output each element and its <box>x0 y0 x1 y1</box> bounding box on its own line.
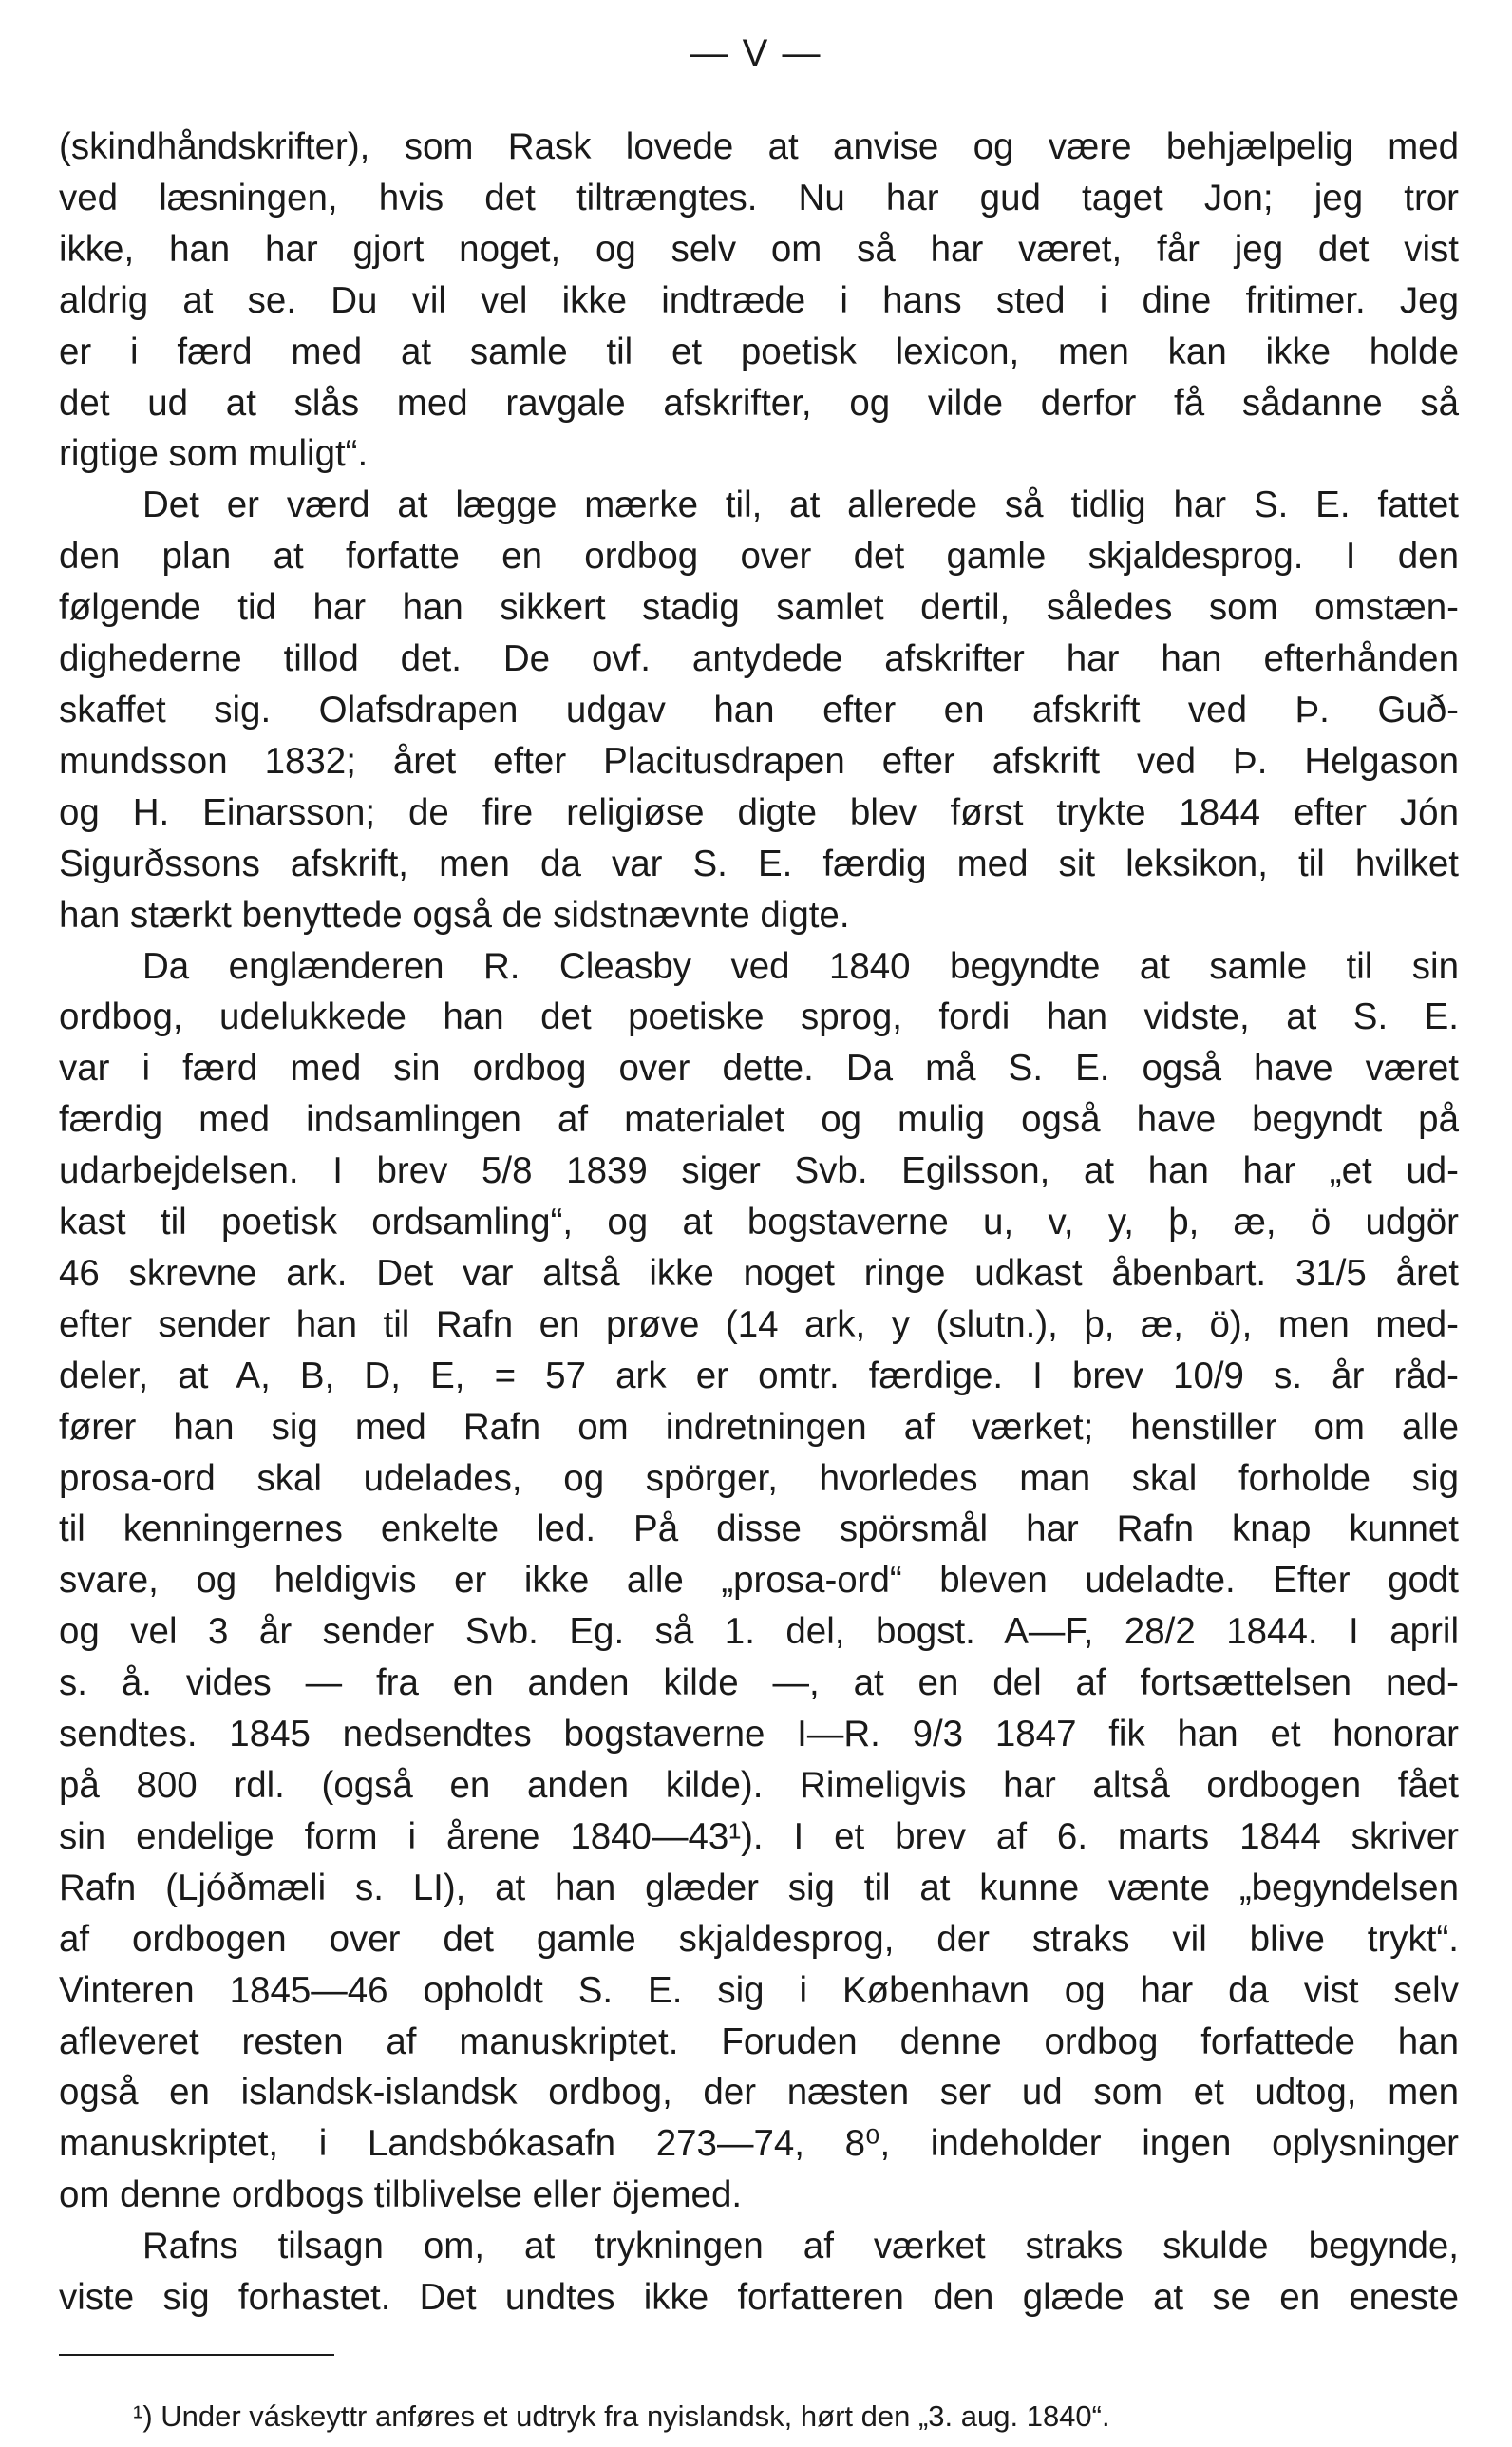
text-line: udarbejdelsen. I brev 5/8 1839 siger Svb. Egilsson, at han har „et ud- <box>59 1150 1459 1192</box>
text-line: og H. Einarsson; de fire religiøse digte blev først trykte 1844 efter Jón <box>59 791 1459 833</box>
text-line: Da englænderen R. Cleasby ved 1840 begyndte at samle til sin <box>142 945 1459 987</box>
text-line: også en islandsk-islandsk ordbog, der næsten ser ud som et udtog, men <box>59 2072 1459 2114</box>
text-line: Det er værd at lægge mærke til, at allerede så tidlig har S. E. fattet <box>142 484 1459 526</box>
text-line: han stærkt benyttede også de sidstnævnte digte. <box>59 894 850 936</box>
body-text <box>59 122 1459 2324</box>
text-line: er i færd med at samle til et poetisk lexicon, men kan ikke holde <box>59 331 1459 372</box>
text-line: deler, at A, B, D, E, = 57 ark er omtr. færdige. I brev 10/9 s. år råd- <box>59 1355 1459 1396</box>
text-line: om denne ordbogs tilblivelse eller öjemed. <box>59 2174 743 2216</box>
text-line: s. å. vides — fra en anden kilde —, at en del af fortsættelsen ned- <box>59 1662 1459 1704</box>
text-line: den plan at forfatte en ordbog over det gamle skjaldesprog. I den <box>59 536 1459 578</box>
text-line: svare, og heldigvis er ikke alle „prosa-ord“ bleven udeladte. Efter godt <box>59 1560 1459 1602</box>
text-line: 46 skrevne ark. Det var altså ikke noget ringe udkast åbenbart. 31/5 året <box>59 1252 1459 1294</box>
footnote: ¹) Under váskeyttr anføres et udtryk fra nyislandsk, hørt den „3. aug. 1840“. <box>133 2400 1110 2433</box>
text-line: på 800 rdl. (også en anden kilde). Rimeligvis har altså ordbogen fået <box>59 1765 1459 1806</box>
text-line: af ordbogen over det gamle skjaldesprog, der straks vil blive trykt“. <box>59 1918 1459 1960</box>
text-line: Rafn (Ljóðmæli s. LI), at han glæder sig til at kunne vænte „begyndelsen <box>59 1867 1459 1908</box>
text-line: viste sig forhastet. Det undtes ikke forfatteren den glæde at se en eneste <box>59 2277 1459 2319</box>
text-line: sin endelige form i årene 1840—43¹). I et brev af 6. marts 1844 skriver <box>59 1815 1459 1857</box>
text-line: Rafns tilsagn om, at trykningen af værket straks skulde begynde, <box>142 2226 1459 2267</box>
page-number: — V — <box>690 32 822 74</box>
text-line: til kenningernes enkelte led. På disse spörsmål har Rafn knap kunnet <box>59 1508 1459 1550</box>
text-line: kast til poetisk ordsamling“, og at bogstaverne u, v, y, þ, æ, ö udgör <box>59 1202 1459 1243</box>
text-line: prosa-ord skal udelades, og spörger, hvorledes man skal forholde sig <box>59 1457 1459 1499</box>
text-line: det ud at slås med ravgale afskrifter, og vilde derfor få sådanne så <box>59 382 1459 424</box>
text-line: færdig med indsamlingen af materialet og mulig også have begyndt på <box>59 1099 1459 1141</box>
text-line: sendtes. 1845 nedsendtes bogstaverne I—R. 9/3 1847 fik han et honorar <box>59 1714 1459 1755</box>
text-line: efter sender han til Rafn en prøve (14 ark, y (slutn.), þ, æ, ö), men med- <box>59 1303 1459 1345</box>
text-line: var i færd med sin ordbog over dette. Da må S. E. også have været <box>59 1048 1459 1090</box>
text-line: og vel 3 år sender Svb. Eg. så 1. del, bogst. A—F, 28/2 1844. I april <box>59 1611 1459 1653</box>
text-line: mundsson 1832; året efter Placitusdrapen efter afskrift ved Þ. Helgason <box>59 740 1459 782</box>
text-line: afleveret resten af manuskriptet. Foruden denne ordbog forfattede han <box>59 2020 1459 2062</box>
text-line: følgende tid har han sikkert stadig samlet dertil, således som omstæn- <box>59 587 1459 629</box>
text-line: skaffet sig. Olafsdrapen udgav han efter en afskrift ved Þ. Guð- <box>59 689 1459 730</box>
text-line: fører han sig med Rafn om indretningen af værket; henstiller om alle <box>59 1406 1459 1448</box>
text-line: dighederne tillod det. De ovf. antydede afskrifter har han efterhånden <box>59 638 1459 680</box>
text-line: ordbog, udelukkede han det poetiske sprog, fordi han vidste, at S. E. <box>59 996 1459 1038</box>
text-line: rigtige som muligt“. <box>59 433 369 475</box>
text-line: ved læsningen, hvis det tiltrængtes. Nu har gud taget Jon; jeg tror <box>59 177 1459 218</box>
text-line: manuskriptet, i Landsbókasafn 273—74, 8⁰, indeholder ingen oplysninger <box>59 2123 1459 2165</box>
text-line: Sigurðssons afskrift, men da var S. E. færdig med sit leksikon, til hvilket <box>59 843 1459 884</box>
text-line: aldrig at se. Du vil vel ikke indtræde i hans sted i dine fritimer. Jeg <box>59 279 1459 321</box>
text-line: Vinteren 1845—46 opholdt S. E. sig i København og har da vist selv <box>59 1969 1459 2011</box>
text-line: ikke, han har gjort noget, og selv om så har været, får jeg det vist <box>59 228 1459 270</box>
text-line: (skindhåndskrifter), som Rask lovede at anvise og være behjælpelig med <box>59 126 1459 167</box>
footnote-divider <box>59 2354 334 2356</box>
